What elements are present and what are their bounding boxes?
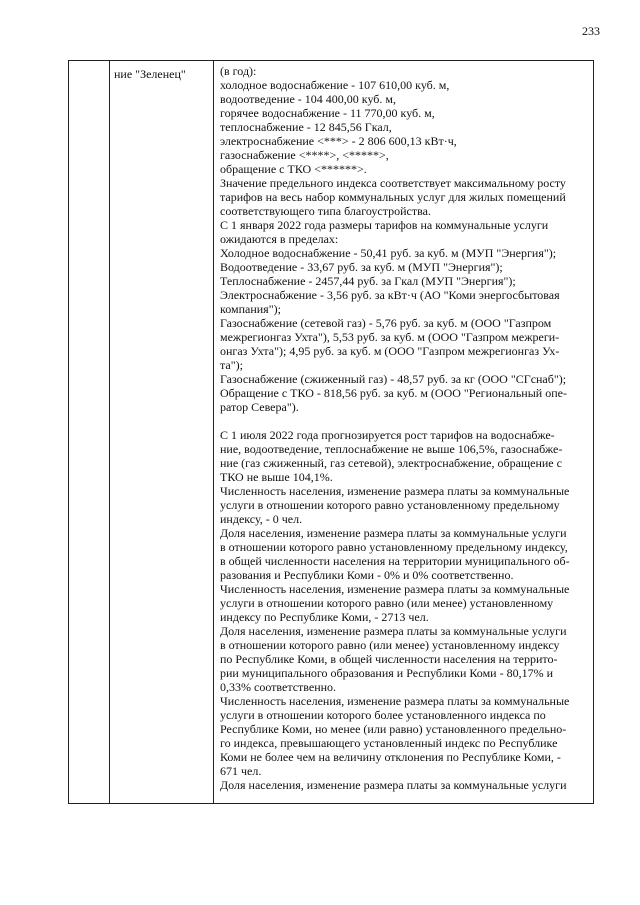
text-line: межрегионгаз Ухта"), 5,53 руб. за куб. м (ООО "Газпром межреги-: [220, 330, 560, 344]
text-line: Доля населения, изменение размера платы за коммунальные услуги: [220, 624, 567, 638]
text-line: Значение предельного индекса соответствует максимальному росту: [220, 176, 566, 190]
text-line: го индекса, превышающего установленный индекс по Республике: [220, 736, 558, 750]
text-line: 0,33% соответственно.: [220, 680, 337, 694]
text-line: по Республике Коми, в общей численности населения на террито-: [220, 652, 558, 666]
text-line: газоснабжение <****>, <*****>,: [220, 148, 389, 162]
text-line: в общей численности населения на территории муниципального об-: [220, 554, 570, 568]
text-line: услуги в отношении которого равно (или менее) установленному: [220, 596, 554, 610]
text-line: разования и Республики Коми - 0% и 0% соответственно.: [220, 568, 514, 582]
text-line: Доля населения, изменение размера платы за коммунальные услуги: [220, 778, 567, 792]
text-line: индексу, - 0 чел.: [220, 512, 303, 526]
text-line: 671 чел.: [220, 764, 262, 778]
text-line: Численность населения, изменение размера платы за коммунальные: [220, 694, 570, 708]
text-line: соответствующего типа благоустройства.: [220, 204, 431, 218]
text-line: [220, 414, 587, 428]
text-line: Республике Коми, но менее (или равно) установленного предельно-: [220, 722, 567, 736]
text-line: Холодное водоснабжение - 50,41 руб. за куб. м (МУП "Энергия");: [220, 246, 557, 260]
text-line: (в год):: [220, 64, 257, 78]
text-line: Электроснабжение - 3,56 руб. за кВт·ч (АО "Коми энергосбытовая: [220, 288, 560, 302]
text-line: Численность населения, изменение размера платы за коммунальные: [220, 582, 570, 596]
text-line: С 1 июля 2022 года прогнозируется рост тарифов на водоснабже-: [220, 428, 555, 442]
text-line: ТКО не выше 104,1%.: [220, 470, 333, 484]
text-line: индексу по Республике Коми, - 2713 чел.: [220, 610, 429, 624]
text-line: Теплоснабжение - 2457,44 руб. за Гкал (МУП "Энергия");: [220, 274, 516, 288]
text-line: холодное водоснабжение - 107 610,00 куб. м,: [220, 78, 450, 92]
description-text: [220, 64, 587, 792]
text-line: горячее водоснабжение - 11 770,00 куб. м,: [220, 106, 435, 120]
text-line: ние (газ сжиженный, газ сетевой), электроснабжение, обращение с: [220, 456, 562, 470]
text-line: рии муниципального образования и Республики Коми - 80,17% и: [220, 666, 554, 680]
table-cell-index: [69, 61, 110, 804]
table-cell-description: [214, 61, 594, 804]
text-line: Доля населения, изменение размера платы за коммунальные услуги: [220, 526, 567, 540]
text-line: Обращение с ТКО - 818,56 руб. за куб. м (ООО "Региональный опе-: [220, 386, 567, 400]
text-line: водоотведение - 104 400,00 куб. м,: [220, 92, 396, 106]
text-line: в отношении которого равно (или менее) установленному индексу: [220, 638, 560, 652]
text-line: услуги в отношении которого более установленного индекса по: [220, 708, 546, 722]
text-line: ожидаются в пределах:: [220, 232, 339, 246]
text-line: компания");: [220, 302, 281, 316]
page-number: 233: [582, 24, 600, 38]
document-table: [68, 60, 594, 804]
text-line: Коми не более чем на величину отклонения по Республике Коми, -: [220, 750, 561, 764]
text-line: Численность населения, изменение размера платы за коммунальные: [220, 484, 570, 498]
text-line: ратор Севера").: [220, 400, 299, 414]
text-line: С 1 января 2022 года размеры тарифов на коммунальные услуги: [220, 218, 549, 232]
text-line: теплоснабжение - 12 845,56 Гкал,: [220, 120, 392, 134]
text-line: услуги в отношении которого равно установленному предельному: [220, 498, 560, 512]
text-line: онгаз Ухта"); 4,95 руб. за куб. м (ООО "Газпром межрегионгаз Ух-: [220, 344, 560, 358]
text-line: в отношении которого равно установленному предельному индексу,: [220, 540, 568, 554]
text-line: та");: [220, 358, 243, 372]
table-row: [69, 61, 594, 804]
text-line: электроснабжение <***> - 2 806 600,13 кВт·ч,: [220, 134, 457, 148]
text-line: Газоснабжение (сжиженный газ) - 48,57 руб. за кг (ООО "СГснаб");: [220, 372, 567, 386]
text-line: Водоотведение - 33,67 руб. за куб. м (МУП "Энергия");: [220, 260, 503, 274]
text-line: Газоснабжение (сетевой газ) - 5,76 руб. за куб. м (ООО "Газпром: [220, 316, 552, 330]
text-line: тарифов на весь набор коммунальных услуг для жилых помещений: [220, 190, 566, 204]
text-line: ние, водоотведение, теплоснабжение не выше 106,5%, газоснабже-: [220, 442, 563, 456]
table-cell-name: [110, 61, 214, 804]
text-line: обращение с ТКО <******>.: [220, 162, 367, 176]
municipality-name: ние "Зеленец": [114, 67, 186, 81]
